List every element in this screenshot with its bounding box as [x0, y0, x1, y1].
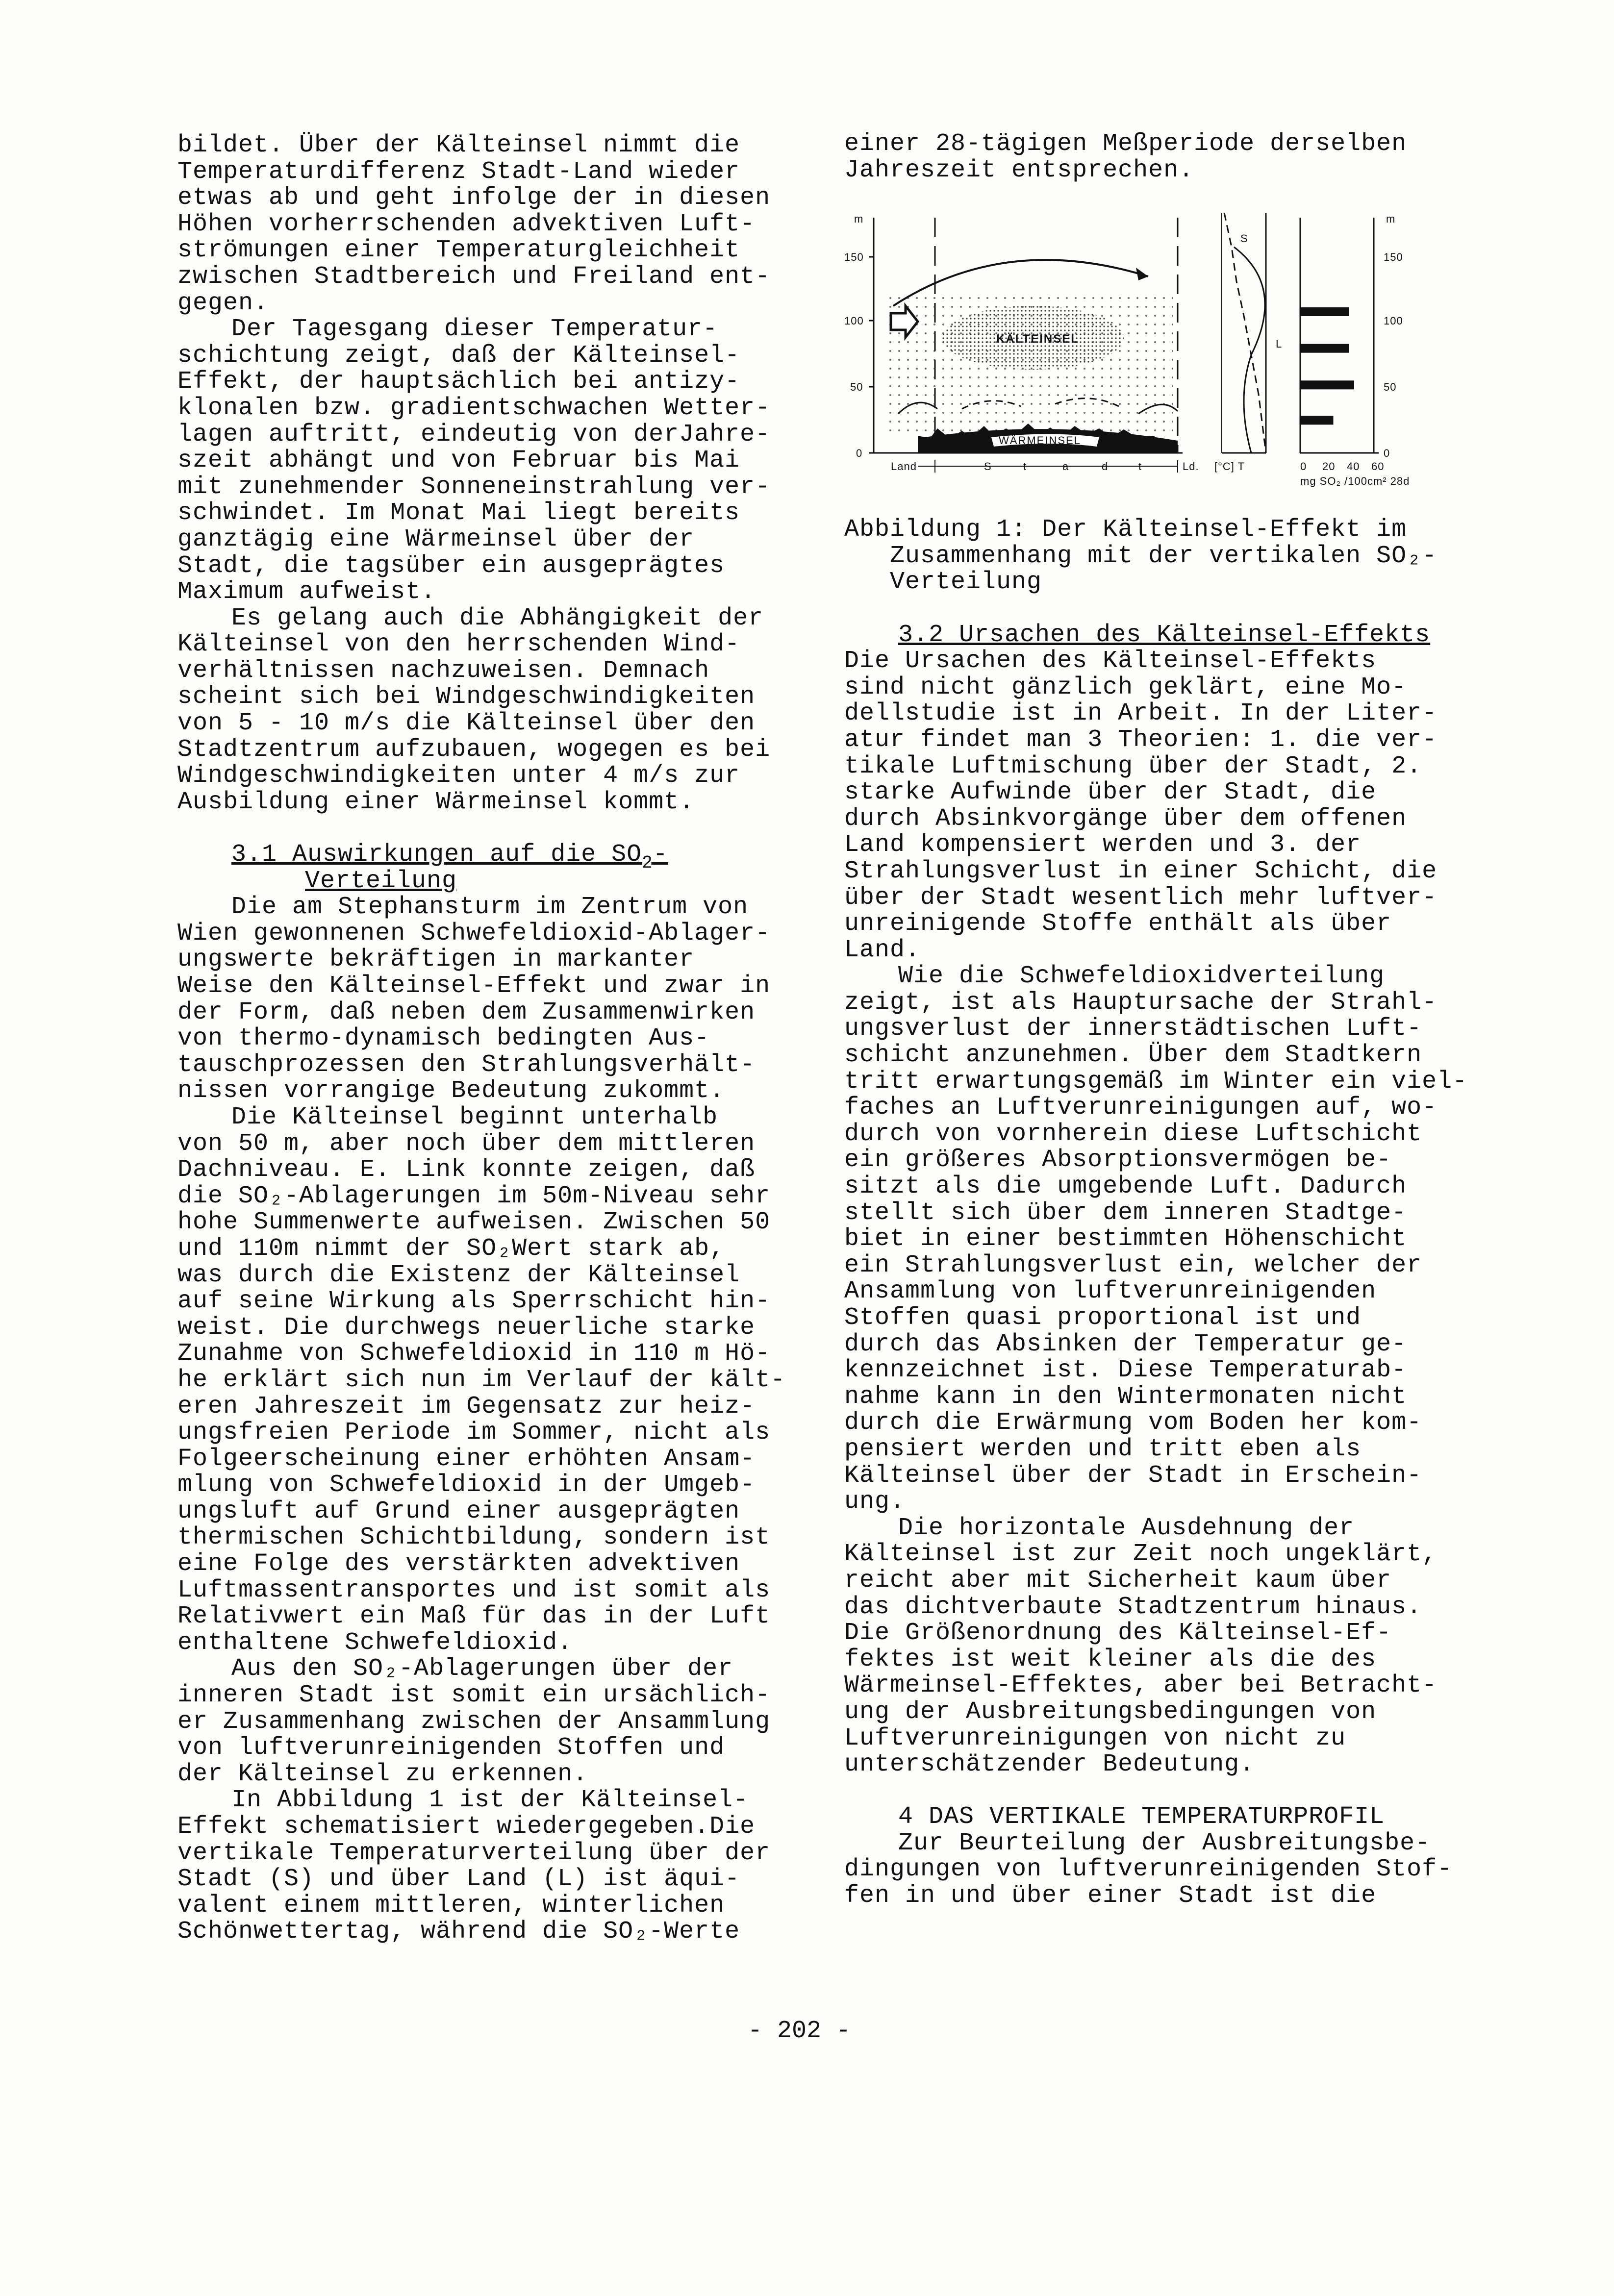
text-line: tikale Luftmischung über der Stadt, 2. [844, 752, 1422, 780]
text-line: stellt sich über dem inneren Stadtge- [844, 1198, 1407, 1227]
text-line: szeit abhängt und von Februar bis Mai [177, 447, 740, 475]
text-line: Folgeerscheinung einer erhöhten Ansam- [177, 1445, 756, 1473]
text-line: Stadt, die tagsüber ein ausgeprägtes [177, 551, 725, 580]
text-line: nahme kann in den Wintermonaten nicht [844, 1382, 1407, 1411]
text-line: ung. [844, 1488, 906, 1516]
text-line: klonalen bzw. gradientschwachen Wetter- [177, 394, 771, 422]
curve-label-l: L [1276, 338, 1283, 350]
text-line: Kälteinsel über der Stadt in Erschein- [844, 1461, 1422, 1490]
text-line: auf seine Wirkung als Sperrschicht hin- [177, 1287, 771, 1316]
temp-axis-label: [°C] T [1214, 460, 1245, 473]
text-line: Land. [844, 936, 921, 964]
text-line: Luftmassentransportes und ist somit als [177, 1576, 771, 1604]
text-line: Verteilung [844, 568, 1042, 597]
text-line: Land kompensiert werden und 3. der [844, 831, 1362, 859]
text-line: Die Ursachen des Kälteinsel-Effekts [844, 647, 1377, 675]
so2-bar [1300, 344, 1349, 353]
text-line: ungsverlust der innerstädtischen Luft- [844, 1015, 1422, 1043]
text-line: Relativwert ein Maß für das in der Luft [177, 1602, 771, 1631]
text-line: pensiert werden und tritt eben als [844, 1435, 1362, 1463]
page-number: - 202 - [747, 2017, 851, 2045]
text-line: hohe Summenwerte aufweisen. Zwischen 50 [177, 1208, 771, 1237]
text-line: inneren Stadt ist somit ein ursächlich- [177, 1681, 771, 1710]
text-line: der Kälteinsel zu erkennen. [177, 1760, 588, 1788]
text-line: von 50 m, aber noch über dem mittleren [177, 1129, 756, 1158]
text-line: thermischen Schichtbildung, sondern ist [177, 1523, 771, 1552]
text-line: eine Folge des verstärkten advektiven [177, 1550, 740, 1578]
text-line: starke Aufwinde über der Stadt, die [844, 778, 1377, 807]
paragraph [844, 1515, 1482, 1778]
text-line: Ausbildung einer Wärmeinsel kommt. [177, 788, 695, 816]
text-line: durch die Erwärmung vom Boden her kom- [844, 1409, 1422, 1437]
paragraph [177, 316, 810, 605]
text-line: valent einem mittleren, winterlichen [177, 1891, 725, 1920]
text-line: Aus den SO₂-Ablagerungen über der [231, 1655, 733, 1683]
text-line: nissen vorrangige Bedeutung zukommt. [177, 1077, 725, 1105]
text-line: gegen. [177, 289, 269, 317]
text-line: sind nicht gänzlich geklärt, eine Mo- [844, 673, 1407, 701]
paragraph [177, 1656, 810, 1787]
so2-bar [1300, 381, 1354, 390]
text-line: ungsfreien Periode im Sommer, nicht als [177, 1419, 771, 1447]
section-heading-3-2: 3.2 Ursachen des Kälteinsel-Effekts [898, 621, 1431, 649]
text-line: was durch die Existenz der Kälteinsel [177, 1261, 740, 1289]
text-line: Zur Beurteilung der Ausbreitungsbe- [898, 1829, 1431, 1857]
text-line: weist. Die durchwegs neuerliche starke [177, 1313, 756, 1342]
section-heading-3-1: 3.1 Auswirkungen auf die $SO_2-$ [231, 841, 668, 873]
figure-svg [844, 208, 1482, 502]
text-line: Kälteinsel von den herrschenden Wind- [177, 630, 740, 659]
text-line: he erklärt sich nun im Verlauf der kält- [177, 1366, 786, 1394]
bar-unit: mg SO₂ /100cm² 28d [1300, 475, 1410, 488]
text-line: Die Größenordnung des Kälteinsel-Ef- [844, 1619, 1392, 1647]
text-line: fektes ist weit kleiner als die des [844, 1645, 1377, 1673]
paragraph [177, 1787, 810, 1945]
so2-bar [1300, 307, 1349, 316]
text-line: Maximum aufweist. [177, 578, 436, 606]
text-line: mlung von Schwefeldioxid in der Umgeb- [177, 1471, 756, 1499]
text-line: Ansammlung von luftverunreinigenden [844, 1277, 1377, 1306]
text-line: Stadtzentrum aufzubauen, wogegen es bei [177, 735, 771, 764]
text-line: dellstudie ist in Arbeit. In der Liter- [844, 699, 1437, 728]
text-line: Die Kälteinsel beginnt unterhalb [231, 1103, 718, 1131]
bar-tick: 0 [1300, 460, 1307, 473]
section-heading-3-1-cont: Verteilung [305, 867, 457, 895]
text-line: Höhen vorherrschenden advektiven Luft- [177, 210, 756, 238]
text-line: ungswerte bekräftigen in markanter [177, 946, 695, 974]
text-line: schwindet. Im Monat Mai liegt bereits [177, 499, 740, 527]
text-line: eren Jahreszeit im Gegensatz zur heiz- [177, 1392, 756, 1421]
waermeinsel-label: WÄRMEINSEL [999, 434, 1081, 447]
text-line: faches an Luftverunreinigungen auf, wo- [844, 1094, 1437, 1122]
text-line: Effekt schematisiert wiedergegeben.Die [177, 1813, 756, 1841]
text-line: strömungen einer Temperaturgleichheit [177, 236, 740, 265]
text-line: schichtung zeigt, daß der Kälteinsel- [177, 341, 740, 370]
y-unit-left: m [854, 213, 864, 225]
text-line: Effekt, der hauptsächlich bei antizy- [177, 368, 740, 396]
text-line: fen in und über einer Stadt ist die [844, 1882, 1377, 1910]
text-line: Stadt (S) und über Land (L) ist äqui- [177, 1865, 740, 1894]
text-line: biet in einer bestimmten Höhenschicht [844, 1225, 1407, 1253]
y-tick-label: 100 [844, 315, 864, 327]
text-line: Strahlungsverlust in einer Schicht, die [844, 857, 1437, 885]
text-line: Temperaturdifferenz Stadt-Land wieder [177, 157, 740, 186]
text-line: vertikale Temperaturverteilung über der [177, 1839, 771, 1867]
text-line: von thermo-dynamisch bedingten Aus- [177, 1024, 710, 1053]
text-line: er Zusammenhang zwischen der Ansammlung [177, 1707, 771, 1736]
text-line: schicht anzunehmen. Über dem Stadtkern [844, 1041, 1422, 1070]
paragraph [844, 648, 1482, 963]
x-label: d [1102, 460, 1109, 473]
text-line: die SO₂-Ablagerungen im 50m-Niveau sehr [177, 1182, 771, 1210]
text-line: Zusammenhang mit der vertikalen SO₂- [844, 542, 1437, 570]
figure-kaelteinsel [844, 208, 1482, 502]
paragraph [177, 894, 810, 1104]
text-line: unreinigende Stoffe enthält als über [844, 910, 1392, 938]
x-label: Land [891, 460, 917, 473]
text-line: verhältnissen nachzuweisen. Demnach [177, 656, 710, 685]
paragraph [177, 132, 810, 316]
text-line: kennzeichnet ist. Diese Temperaturab- [844, 1356, 1407, 1385]
x-label: t [1023, 460, 1027, 473]
text-line: Die am Stephansturm im Zentrum von [231, 893, 749, 922]
text-line: In Abbildung 1 ist der Kälteinsel- [231, 1786, 749, 1815]
text-line: das dichtverbaute Stadtzentrum hinaus. [844, 1593, 1422, 1621]
y-tick-label-right: 100 [1384, 315, 1403, 327]
y-unit-right: m [1386, 213, 1396, 225]
right-column [844, 132, 1482, 1909]
y-tick-label: 50 [850, 381, 863, 394]
text-line: Dachniveau. E. Link konnte zeigen, daß [177, 1156, 756, 1184]
text-line: Windgeschwindigkeiten unter 4 m/s zur [177, 762, 740, 790]
paragraph [177, 605, 810, 816]
text-line: über der Stadt wesentlich mehr luftver- [844, 883, 1437, 912]
so2-bar [1300, 416, 1334, 425]
text-line: Stoffen quasi proportional ist und [844, 1304, 1362, 1332]
x-label: t [1138, 460, 1142, 473]
text-line: Die horizontale Ausdehnung der [898, 1514, 1355, 1542]
curve-label-s: S [1240, 232, 1248, 245]
text-line: tritt erwartungsgemäß im Winter ein viel- [844, 1067, 1468, 1096]
paragraph [177, 1104, 810, 1656]
bar-tick: 60 [1371, 460, 1385, 473]
text-line: ein größeres Absorptionsvermögen be- [844, 1146, 1392, 1174]
y-tick-label-right: 150 [1384, 251, 1403, 264]
text-line: scheint sich bei Windgeschwindigkeiten [177, 683, 756, 711]
text-line: Wien gewonnenen Schwefeldioxid-Ablager- [177, 919, 771, 948]
text-line: Abbildung 1: Der Kälteinsel-Effekt im [844, 516, 1407, 544]
text-line: zeigt, ist als Hauptursache der Strahl- [844, 988, 1437, 1017]
text-line: dingungen von luftverunreinigenden Stof- [844, 1855, 1453, 1884]
text-line: durch das Absinken der Temperatur ge- [844, 1330, 1407, 1358]
so2-bar-chart [1300, 218, 1379, 453]
y-tick-label-right: 0 [1384, 447, 1390, 460]
bar-tick: 40 [1347, 460, 1360, 473]
paragraph [844, 131, 1482, 183]
text-line: Zunahme von Schwefeldioxid in 110 m Hö- [177, 1340, 771, 1368]
text-line: Wärmeinsel-Effektes, aber bei Betracht- [844, 1672, 1437, 1700]
text-line: ung der Ausbreitungsbedingungen von [844, 1697, 1377, 1726]
text-line: etwas ab und geht infolge der in diesen [177, 184, 771, 212]
x-label: Ld. [1183, 460, 1199, 473]
section-heading-4: 4 DAS VERTIKALE TEMPERATURPROFIL [898, 1803, 1385, 1831]
text-line: ganztägig eine Wärmeinsel über der [177, 525, 695, 553]
text-line: der Form, daß neben dem Zusammenwirken [177, 998, 756, 1026]
text-line: sitzt als die umgebende Luft. Dadurch [844, 1173, 1407, 1201]
text-line: lagen auftritt, eindeutig von derJahre- [177, 420, 771, 449]
y-tick-label-right: 50 [1384, 381, 1397, 394]
kaelteinsel-label: KÄLTEINSEL [996, 332, 1079, 346]
text-line: von luftverunreinigenden Stoffen und [177, 1734, 725, 1762]
text-line: enthaltene Schwefeldioxid. [177, 1628, 573, 1657]
text-line: zwischen Stadtbereich und Freiland ent- [177, 262, 771, 291]
text-line: Es gelang auch die Abhängigkeit der [231, 604, 764, 632]
text-line: Wie die Schwefeldioxidverteilung [898, 962, 1385, 991]
text-line: bildet. Über der Kälteinsel nimmt die [177, 131, 740, 159]
text-line: Der Tagesgang dieser Temperatur- [231, 315, 718, 344]
text-line: Luftverunreinigungen von nicht zu [844, 1724, 1346, 1752]
text-line: Weise den Kälteinsel-Effekt und zwar in [177, 972, 771, 1000]
text-line: und 110m nimmt der SO₂Wert stark ab, [177, 1234, 725, 1263]
text-line: unterschätzender Bedeutung. [844, 1750, 1255, 1779]
x-label: S [984, 460, 992, 473]
paragraph [844, 963, 1482, 1515]
text-line: einer 28-tägigen Meßperiode derselben [844, 130, 1407, 158]
text-line: ungsluft auf Grund einer ausgeprägten [177, 1497, 740, 1525]
text-line: Schönwettertag, während die SO₂-Werte [177, 1918, 740, 1946]
figure-caption [844, 517, 1482, 596]
text-line: reicht aber mit Sicherheit kaum über [844, 1566, 1392, 1595]
left-column [177, 132, 810, 1945]
text-line: mit zunehmender Sonneneinstrahlung ver- [177, 473, 771, 501]
text-line: ein Strahlungsverlust ein, welcher der [844, 1251, 1422, 1279]
x-label: a [1062, 460, 1069, 473]
text-line: durch von vornherein diese Luftschicht [844, 1120, 1422, 1148]
y-tick-label: 0 [856, 447, 863, 460]
text-line: durch Absinkvorgänge über dem offenen [844, 804, 1407, 833]
text-line: von 5 - 10 m/s die Kälteinsel über den [177, 709, 756, 738]
text-line: atur findet man 3 Theorien: 1. die ver- [844, 725, 1437, 754]
text-line: Jahreszeit entsprechen. [844, 156, 1194, 184]
text-line: Kälteinsel ist zur Zeit noch ungeklärt, [844, 1540, 1437, 1569]
text-line: tauschprozessen den Strahlungsverhält- [177, 1050, 756, 1079]
y-tick-label: 150 [844, 251, 864, 264]
paragraph [844, 1830, 1482, 1909]
bar-tick: 20 [1322, 460, 1336, 473]
